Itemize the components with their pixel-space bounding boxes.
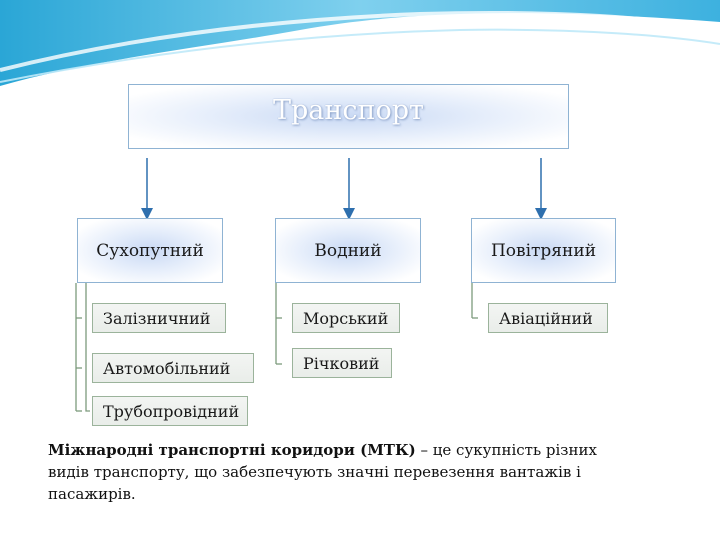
definition-note — [48, 439, 608, 505]
leaf-aviation-label: Авіаційний — [499, 308, 593, 328]
leaf-railway — [92, 303, 226, 333]
category-land — [77, 218, 223, 283]
root-label: Транспорт — [273, 95, 424, 126]
leaf-railway-label: Залізничний — [103, 308, 211, 328]
leaf-sea-label: Морський — [303, 308, 389, 328]
leaf-sea — [292, 303, 400, 333]
category-water — [275, 218, 421, 283]
leaf-pipeline — [92, 396, 248, 426]
category-air-label: Повітряний — [490, 240, 597, 261]
leaf-automobile-label: Автомобільний — [103, 358, 231, 378]
header-wave-decoration — [0, 0, 720, 90]
leaf-river — [292, 348, 392, 378]
leaf-pipeline-label: Трубопровідний — [103, 401, 240, 421]
bracket-land — [86, 283, 90, 411]
note-definition: – це сукупність різних видів транспорту, що забезпечують значні перевезення вантажів і пасажирів. — [48, 441, 597, 503]
category-water-label: Водний — [314, 240, 382, 261]
leaf-aviation — [488, 303, 608, 333]
leaf-automobile — [92, 353, 254, 383]
category-land-label: Сухопутний — [96, 240, 204, 261]
note-term: Міжнародні транспортні коридори (МТК) — [48, 441, 416, 459]
leaf-river-label: Річковий — [303, 353, 380, 373]
root-node — [128, 84, 569, 149]
category-air — [471, 218, 616, 283]
